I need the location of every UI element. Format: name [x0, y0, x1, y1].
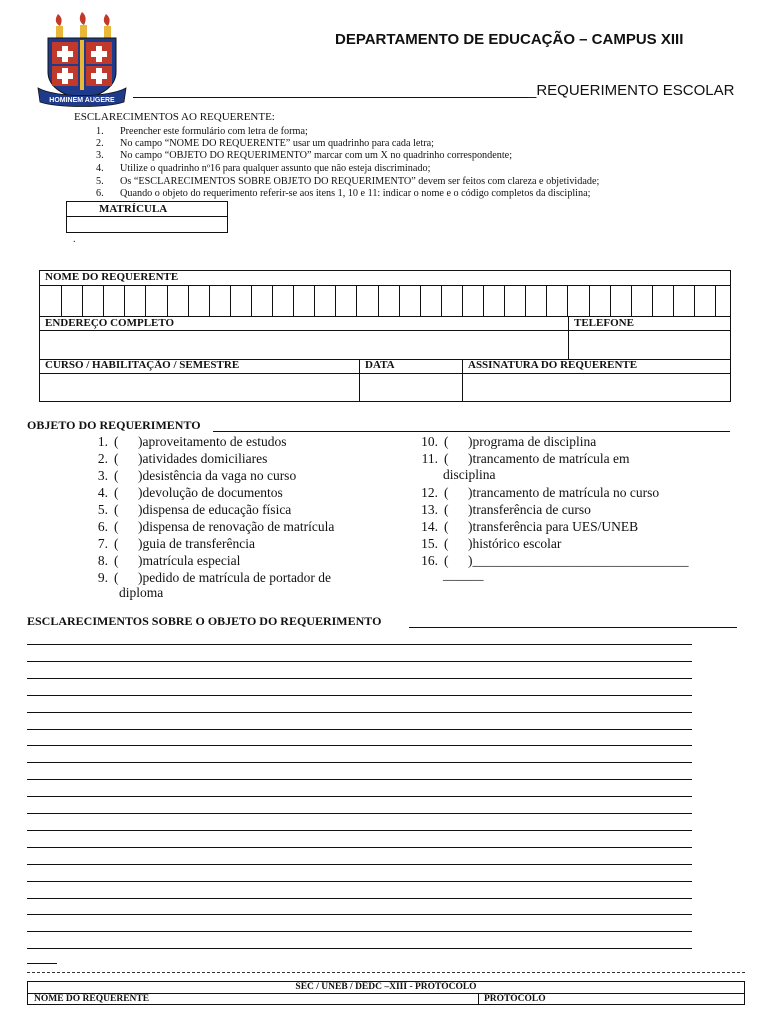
option-label: )aproveitamento de estudos: [138, 434, 287, 449]
option-checkbox[interactable]: (: [444, 434, 449, 449]
protocolo-numero-label: PROTOCOLO: [484, 994, 546, 1004]
objeto-option[interactable]: [80, 518, 334, 535]
objeto-option[interactable]: [80, 535, 255, 552]
objeto-option[interactable]: [404, 518, 638, 535]
writing-line[interactable]: [27, 948, 692, 949]
name-cell-divider: [378, 285, 379, 316]
objeto-option[interactable]: [80, 484, 283, 501]
name-cell-divider: [589, 285, 590, 316]
name-cell-divider: [103, 285, 104, 316]
option-label: )devolução de documentos: [138, 485, 283, 500]
option-number: 11.: [421, 451, 438, 466]
uneb-crest-icon: [36, 10, 128, 110]
protocolo-box: [27, 981, 745, 1005]
name-cell-divider: [230, 285, 231, 316]
writing-line[interactable]: [27, 796, 692, 797]
instruction-text: Os “ESCLARECIMENTOS SOBRE OBJETO DO REQUERIMENTO” devem ser feitos com clareza e objetividade;: [120, 176, 600, 187]
option-number: 12.: [421, 485, 438, 500]
name-cell-divider: [399, 285, 400, 316]
cut-line: [27, 972, 745, 973]
option-checkbox[interactable]: (: [114, 485, 119, 500]
option-checkbox[interactable]: (: [114, 570, 119, 585]
stray-mark: .: [73, 234, 76, 245]
name-cell-divider: [61, 285, 62, 316]
instructions-heading: ESCLARECIMENTOS AO REQUERENTE:: [74, 111, 275, 123]
instruction-text: Utilize o quadrinho nº16 para qualquer assunto que não esteja discriminado;: [120, 163, 431, 174]
writing-line[interactable]: [27, 762, 692, 763]
instruction-item: [96, 176, 599, 188]
form-title: _REQUERIMENTO ESCOLAR: [528, 82, 735, 99]
option-checkbox[interactable]: (: [444, 502, 449, 517]
option-label-continuation: disciplina: [443, 467, 496, 482]
option-checkbox[interactable]: (: [114, 434, 119, 449]
esclarecimentos-rule: [409, 627, 737, 628]
option-number: 3.: [97, 468, 108, 483]
option-checkbox[interactable]: (: [114, 451, 119, 466]
option-label-continuation: diploma: [119, 585, 164, 600]
objeto-option[interactable]: [404, 535, 561, 552]
nome-requerente-cells[interactable]: [40, 285, 730, 316]
writing-line[interactable]: [27, 864, 692, 865]
name-cell-divider: [546, 285, 547, 316]
name-cell-divider: [462, 285, 463, 316]
name-cell-divider: [356, 285, 357, 316]
instruction-number: 6.: [96, 188, 104, 199]
name-cell-divider: [188, 285, 189, 316]
data-label: DATA: [365, 359, 395, 371]
nome-requerente-label: NOME DO REQUERENTE: [45, 271, 179, 283]
option-label: )dispensa de renovação de matrícula: [138, 519, 335, 534]
requerente-table: [39, 270, 731, 402]
option-number: 6.: [97, 519, 108, 534]
option-label: )trancamento de matrícula no curso: [468, 485, 660, 500]
objeto-option[interactable]: [404, 484, 659, 501]
writing-line[interactable]: [27, 898, 692, 899]
name-cell-divider: [567, 285, 568, 316]
option-checkbox[interactable]: (: [114, 553, 119, 568]
name-cell-divider: [441, 285, 442, 316]
option-number: 15.: [421, 536, 438, 551]
option-checkbox[interactable]: (: [444, 485, 449, 500]
option-label: )transferência de curso: [468, 502, 591, 517]
matricula-field[interactable]: [66, 201, 228, 233]
instruction-text: Preencher este formulário com letra de forma;: [120, 126, 308, 137]
name-cell-divider: [145, 285, 146, 316]
name-cell-divider: [483, 285, 484, 316]
option-label: )desistência da vaga no curso: [138, 468, 297, 483]
option-label: )histórico escolar: [468, 536, 562, 551]
matricula-label: MATRÍCULA: [99, 203, 168, 215]
name-cell-divider: [715, 285, 716, 316]
option-label: )matrícula especial: [138, 553, 241, 568]
objeto-option[interactable]: [404, 433, 596, 450]
option-label: )atividades domiciliares: [138, 451, 268, 466]
writing-line[interactable]: [27, 695, 692, 696]
option-number: 5.: [97, 502, 108, 517]
option-checkbox[interactable]: (: [444, 536, 449, 551]
writing-line[interactable]: [27, 661, 692, 662]
name-cell-divider: [314, 285, 315, 316]
curso-label: CURSO / HABILITAÇÃO / SEMESTRE: [45, 359, 240, 371]
objeto-option[interactable]: [80, 467, 296, 484]
name-cell-divider: [272, 285, 273, 316]
protocolo-title: SEC / UNEB / DEDC –XIII - PROTOCOLO: [295, 982, 477, 992]
option-checkbox[interactable]: (: [114, 468, 119, 483]
objeto-option[interactable]: [80, 433, 286, 450]
option-label: )transferência para UES/UNEB: [468, 519, 639, 534]
option-label: )trancamento de matrícula em: [468, 451, 630, 466]
name-cell-divider: [525, 285, 526, 316]
option-number: 13.: [421, 502, 438, 517]
instruction-number: 4.: [96, 163, 104, 174]
option-label: )________________________________: [468, 553, 689, 568]
name-cell-divider: [209, 285, 210, 316]
objeto-option[interactable]: [404, 501, 591, 518]
assinatura-label: ASSINATURA DO REQUERENTE: [468, 359, 638, 371]
option-number: 14.: [421, 519, 438, 534]
name-cell-divider: [694, 285, 695, 316]
objeto-option[interactable]: [80, 569, 331, 586]
svg-text:HOMINEM AUGERE: HOMINEM AUGERE: [49, 97, 115, 104]
objeto-rule: [213, 431, 730, 432]
option-label: )programa de disciplina: [468, 434, 597, 449]
objeto-option[interactable]: [80, 450, 267, 467]
option-number: 9.: [97, 570, 108, 585]
objeto-option[interactable]: [80, 552, 240, 569]
instruction-number: 3.: [96, 150, 104, 161]
protocolo-nome-label: NOME DO REQUERENTE: [34, 994, 150, 1004]
option-checkbox[interactable]: (: [114, 536, 119, 551]
instruction-item: [96, 163, 430, 175]
instruction-item: [96, 150, 512, 162]
name-cell-divider: [82, 285, 83, 316]
instruction-number: 1.: [96, 126, 104, 137]
writing-line[interactable]: [27, 745, 692, 746]
instruction-item: [96, 126, 308, 138]
option-checkbox[interactable]: (: [444, 553, 449, 568]
name-cell-divider: [673, 285, 674, 316]
name-cell-divider: [293, 285, 294, 316]
option-checkbox[interactable]: (: [114, 519, 119, 534]
option-other-line[interactable]: ______: [443, 567, 484, 582]
writing-line[interactable]: [27, 678, 692, 679]
option-number: 4.: [97, 485, 108, 500]
name-cell-divider: [124, 285, 125, 316]
writing-line[interactable]: [27, 712, 692, 713]
writing-line[interactable]: [27, 779, 692, 780]
writing-line[interactable]: [27, 729, 692, 730]
instruction-number: 5.: [96, 176, 104, 187]
writing-line-end: [27, 963, 57, 964]
option-number: 2.: [97, 451, 108, 466]
option-checkbox[interactable]: (: [444, 519, 449, 534]
option-number: 16.: [421, 553, 438, 568]
name-cell-divider: [420, 285, 421, 316]
name-cell-divider: [335, 285, 336, 316]
option-number: 10.: [421, 434, 438, 449]
writing-line[interactable]: [27, 914, 692, 915]
writing-line[interactable]: [27, 847, 692, 848]
name-cell-divider: [504, 285, 505, 316]
objeto-title: OBJETO DO REQUERIMENTO: [27, 418, 201, 432]
instruction-text: No campo “OBJETO DO REQUERIMENTO” marcar com um X no quadrinho correspondente;: [120, 150, 513, 161]
writing-line[interactable]: [27, 931, 692, 932]
option-number: 8.: [97, 553, 108, 568]
name-cell-divider: [251, 285, 252, 316]
name-cell-divider: [631, 285, 632, 316]
writing-line[interactable]: [27, 830, 692, 831]
option-number: 1.: [97, 434, 108, 449]
name-cell-divider: [167, 285, 168, 316]
uneb-logo: [36, 10, 128, 110]
telefone-label: TELEFONE: [574, 317, 634, 329]
instruction-text: Quando o objeto do requerimento referir-se aos itens 1, 10 e 11: indicar o nome e o código completos da disciplina;: [120, 188, 591, 199]
option-label: )dispensa de educação física: [138, 502, 292, 517]
option-label: )pedido de matrícula de portador de: [138, 570, 332, 585]
endereco-label: ENDEREÇO COMPLETO: [45, 317, 175, 329]
writing-line[interactable]: [27, 644, 692, 645]
option-checkbox[interactable]: (: [114, 502, 119, 517]
department-title: DEPARTAMENTO DE EDUCAÇÃO – CAMPUS XIII: [335, 31, 684, 48]
header-rule: [133, 97, 528, 98]
writing-line[interactable]: [27, 813, 692, 814]
esclarecimentos-title: ESCLARECIMENTOS SOBRE O OBJETO DO REQUERIMENTO: [27, 614, 382, 628]
objeto-option[interactable]: [80, 501, 291, 518]
instruction-number: 2.: [96, 138, 104, 149]
option-number: 7.: [97, 536, 108, 551]
instruction-item: [96, 188, 590, 200]
name-cell-divider: [652, 285, 653, 316]
writing-line[interactable]: [27, 881, 692, 882]
name-cell-divider: [610, 285, 611, 316]
instruction-text: No campo “NOME DO REQUERENTE” usar um quadrinho para cada letra;: [120, 138, 435, 149]
option-label: )guia de transferência: [138, 536, 255, 551]
objeto-option[interactable]: [404, 450, 630, 467]
option-checkbox[interactable]: (: [444, 451, 449, 466]
instruction-item: [96, 138, 434, 150]
